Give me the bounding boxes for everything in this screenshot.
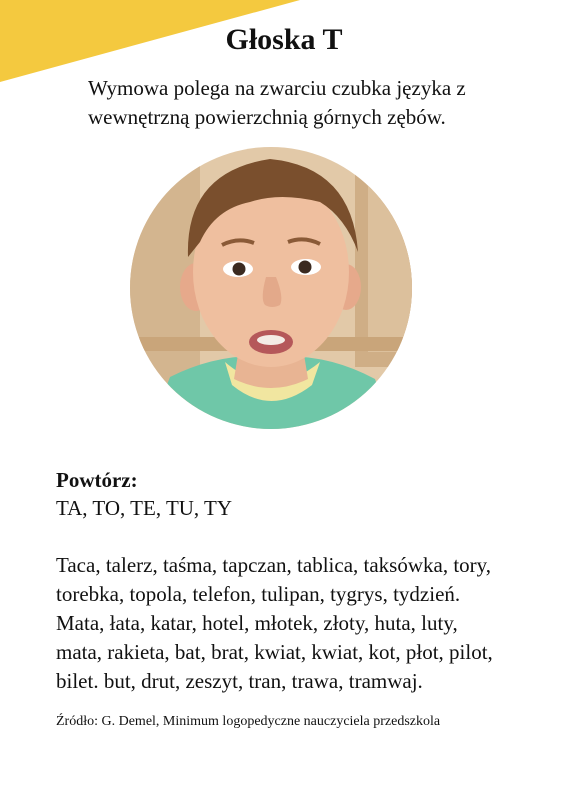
pronunciation-description (88, 74, 508, 132)
word-line: bilet. but, drut, zeszyt, tran, trawa, tramwaj. (56, 669, 423, 693)
description-line-1: Wymowa polega na zwarciu czubka języka z (88, 76, 466, 100)
word-line: mata, rakieta, bat, brat, kwiat, kwiat, kot, płot, pilot, (56, 640, 493, 664)
source-citation: Źródło: G. Demel, Minimum logopedyczne nauczyciela przedszkola (56, 714, 441, 729)
page-title: Głoska T (225, 23, 343, 56)
repeat-heading: Powtórz: (56, 468, 138, 492)
word-list (56, 551, 526, 696)
word-line: Mata, łata, katar, hotel, młotek, złoty, huta, luty, (56, 611, 458, 635)
description-line-2: wewnętrzną powierzchnią górnych zębów. (88, 105, 446, 129)
word-line: torebka, topola, telefon, tulipan, tygrys, tydzień. (56, 582, 461, 606)
syllable-list: TA, TO, TE, TU, TY (56, 496, 233, 520)
word-line: Taca, talerz, taśma, tapczan, tablica, taksówka, tory, (56, 553, 492, 577)
child-photo (130, 147, 412, 429)
